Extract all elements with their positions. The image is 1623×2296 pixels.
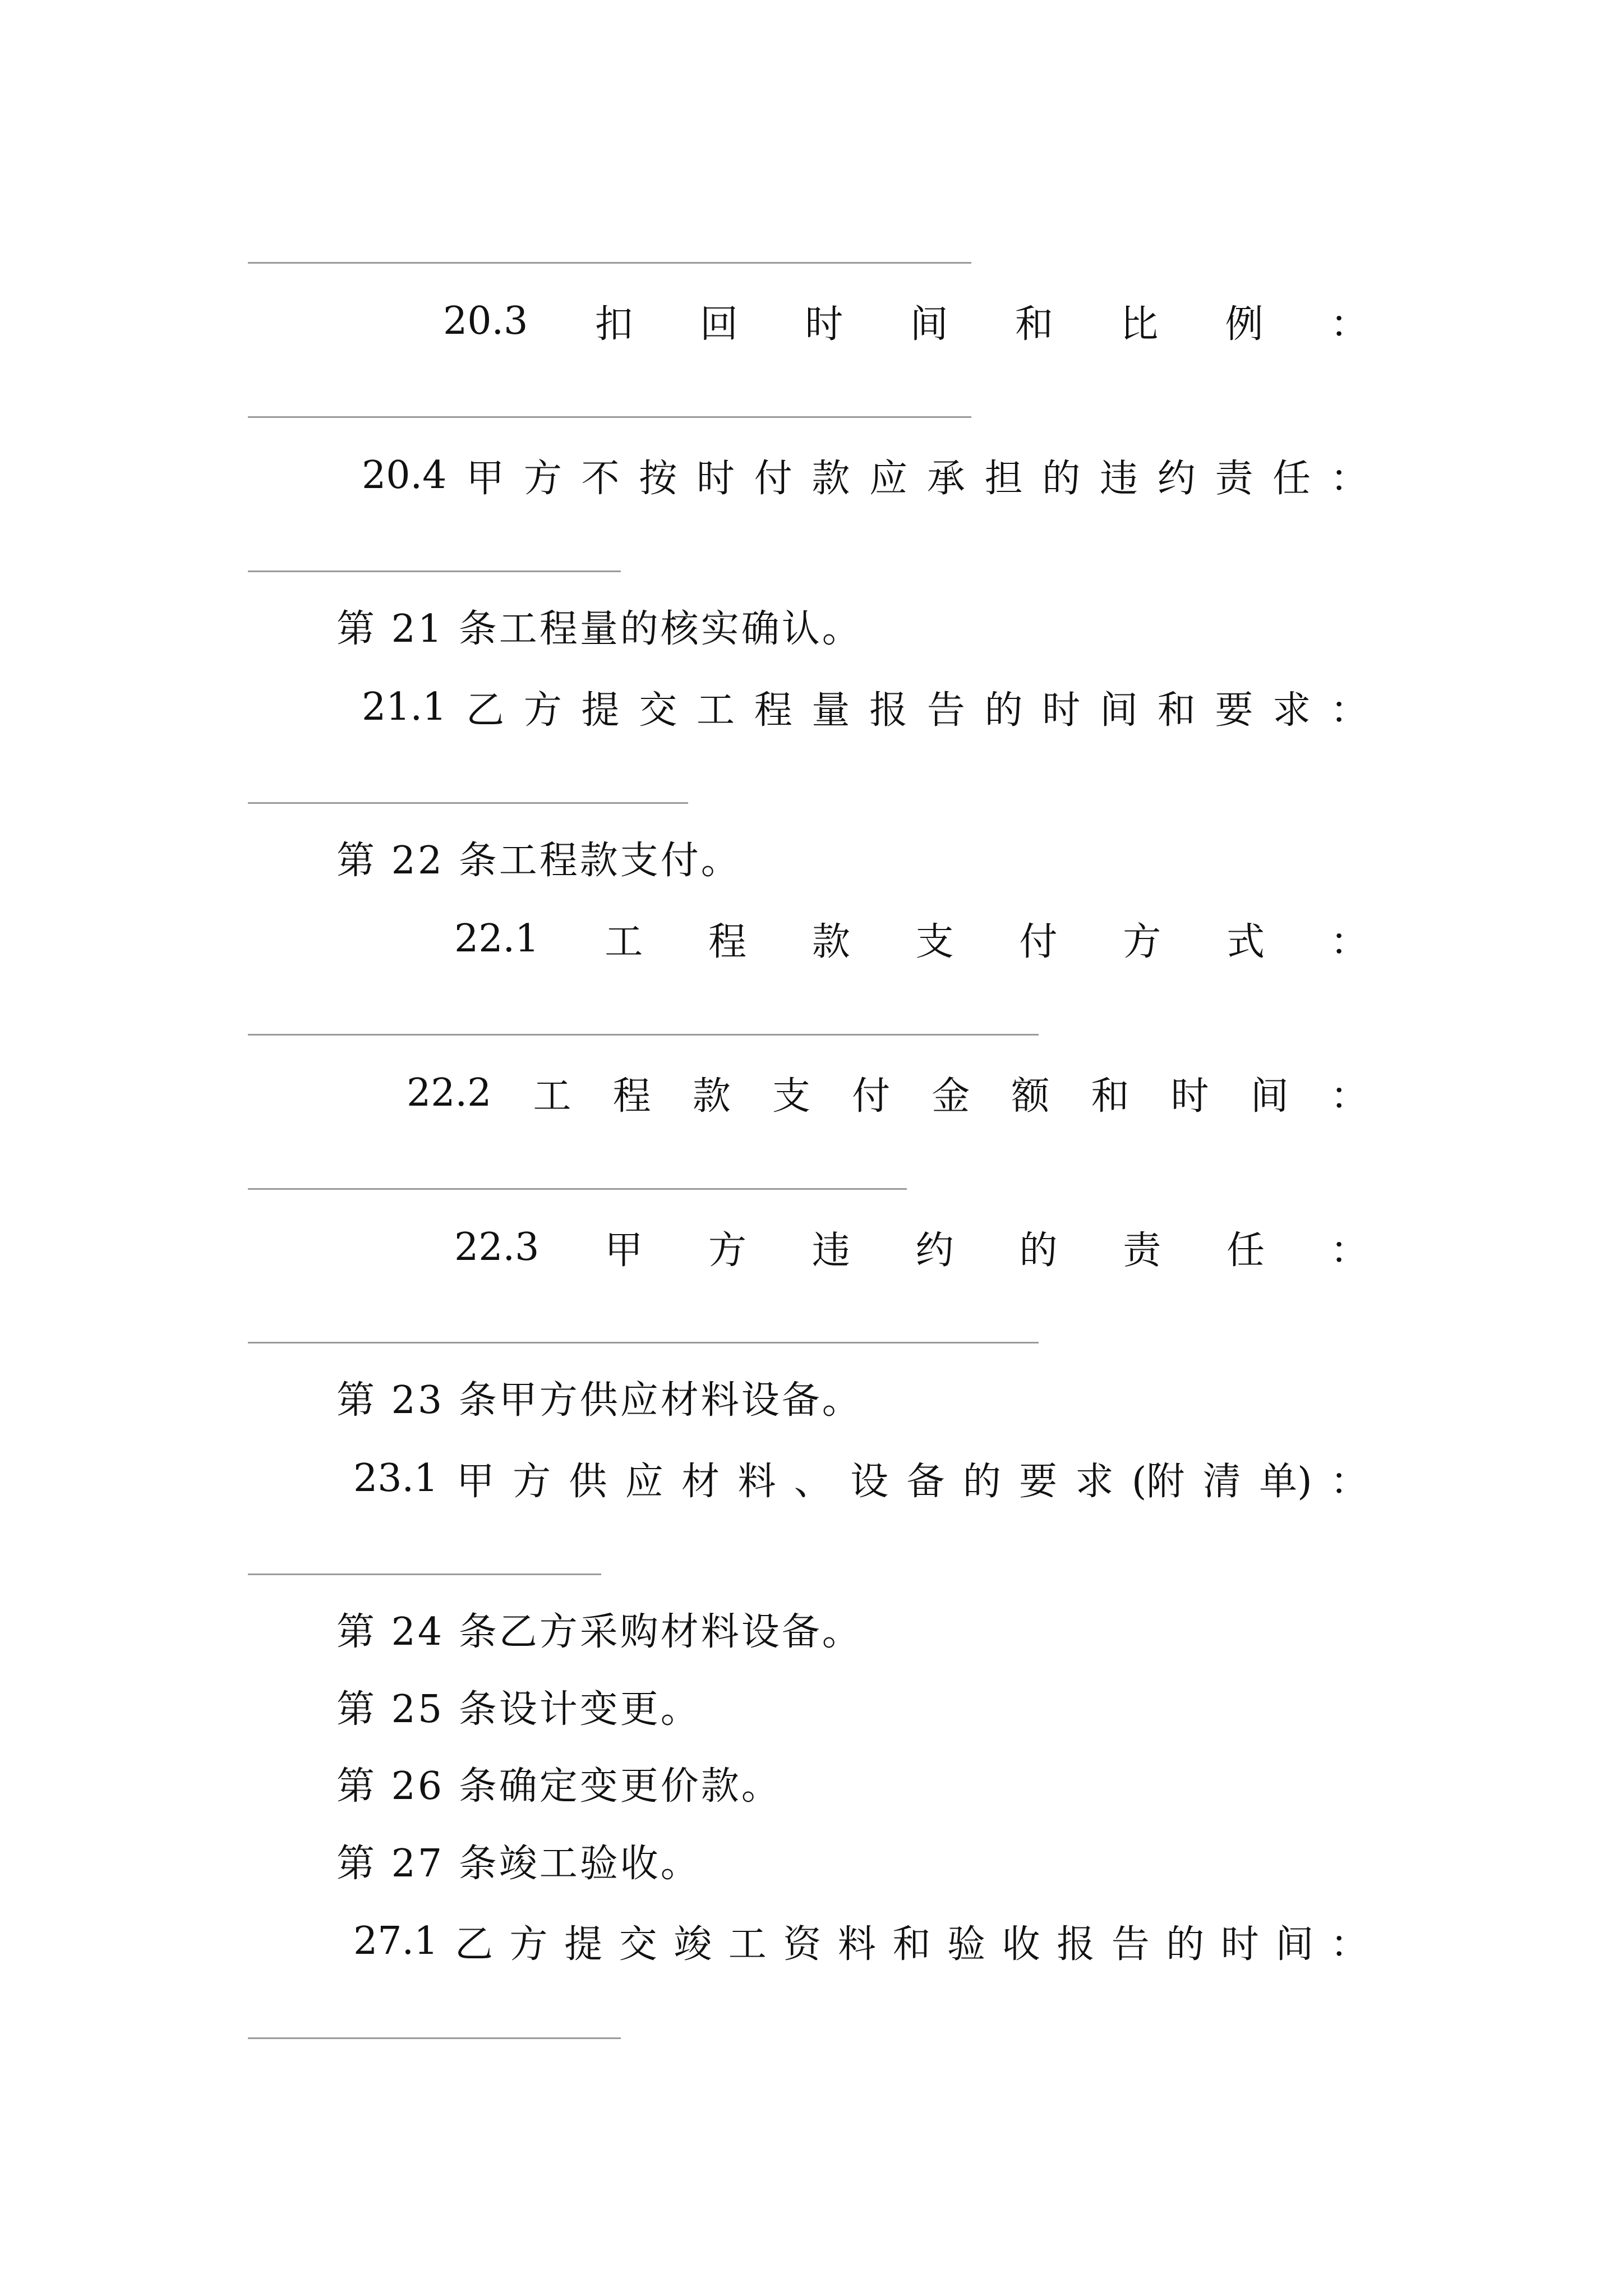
clause-char: 、 (794, 1459, 832, 1504)
clause-char: 求 (1075, 1459, 1114, 1504)
clause-char: 任 (1272, 456, 1311, 501)
clause-char: 单) (1259, 1459, 1312, 1504)
clause-char: 间 (1100, 688, 1138, 733)
clause-char: 告 (926, 688, 965, 733)
clause-char: 回 (700, 302, 739, 347)
article-24-heading: 第 24 条乙方采购材料设备。 (336, 1610, 863, 1654)
clause-char: 支 (915, 919, 954, 964)
clause-char: 交 (619, 1922, 657, 1967)
clause-char: 供 (569, 1459, 607, 1504)
clause-char: 工 (605, 919, 643, 964)
blank-line (248, 1034, 1039, 1036)
clause-char: 要 (1215, 688, 1253, 733)
clause-char: 甲 (456, 1459, 495, 1504)
clause-char: 时 (1220, 1922, 1259, 1967)
clause-char: 付 (754, 456, 792, 501)
clause-char: ： (1330, 688, 1368, 733)
clause-char: 设 (850, 1459, 889, 1504)
blank-line (248, 1573, 601, 1575)
clause-number: 27.1 (353, 1918, 439, 1963)
clause-char: 担 (984, 456, 1023, 501)
article-27-heading: 第 27 条竣工验收。 (336, 1842, 701, 1886)
clause-char: 方 (509, 1922, 548, 1967)
clause-char: 料 (737, 1459, 776, 1504)
clause-char: 和 (1091, 1074, 1129, 1119)
clause-char: 款 (811, 919, 850, 964)
clause-char: 约 (915, 1228, 954, 1273)
clause-char: 比 (1120, 302, 1159, 347)
blank-line (248, 262, 971, 264)
clause-char: 任 (1227, 1228, 1265, 1273)
blank-line (248, 1342, 1039, 1343)
clause-char: 和 (892, 1922, 931, 1967)
clause-number: 23.1 (353, 1456, 439, 1501)
clause-char: 金 (932, 1074, 970, 1119)
article-26-heading: 第 26 条确定变更价款。 (336, 1764, 782, 1809)
clause-char: 不 (581, 456, 620, 501)
clause-number: 20.4 (362, 453, 447, 498)
clause-number: 22.1 (454, 916, 540, 961)
clause-char: 时 (1042, 688, 1081, 733)
clause-char: 支 (772, 1074, 810, 1119)
clause-char: 甲 (605, 1228, 643, 1273)
clause-char: 扣 (594, 302, 633, 347)
article-21-heading: 第 21 条工程量的核实确认。 (336, 607, 863, 651)
clause-char: 甲 (466, 456, 505, 501)
blank-line (248, 1188, 907, 1190)
clause-char: 料 (837, 1922, 876, 1967)
clause-char: 程 (708, 919, 747, 964)
clause-27-1 (353, 1913, 1368, 1969)
clause-char: 责 (1123, 1228, 1161, 1273)
clause-char: 应 (869, 456, 908, 501)
clause-char: 乙 (466, 688, 505, 733)
clause-char: 乙 (454, 1922, 493, 1967)
clause-char: 承 (926, 456, 965, 501)
clause-char: 程 (754, 688, 792, 733)
clause-char: 的 (1019, 1228, 1058, 1273)
blank-line (248, 570, 621, 572)
clause-char: 竣 (674, 1922, 712, 1967)
clause-char: 方 (513, 1459, 551, 1504)
clause-char: 时 (1170, 1074, 1209, 1119)
clause-char: (附 (1131, 1459, 1185, 1504)
clause-char: 方 (708, 1228, 747, 1273)
clause-char: 的 (1042, 456, 1081, 501)
clause-char: ： (1330, 1922, 1368, 1967)
blank-line (248, 2037, 621, 2039)
clause-char: 间 (1275, 1922, 1314, 1967)
clause-char: 式 (1227, 919, 1265, 964)
clause-char: 方 (523, 456, 562, 501)
clause-number: 22.3 (454, 1225, 540, 1269)
clause-char: 工 (728, 1922, 767, 1967)
clause-20-3 (443, 293, 1368, 349)
clause-number: 21.1 (362, 684, 447, 729)
clause-char: 收 (1002, 1922, 1040, 1967)
clause-char: 的 (984, 688, 1023, 733)
clause-char: 违 (811, 1228, 850, 1273)
blank-line (248, 802, 688, 804)
clause-22-3 (454, 1219, 1368, 1275)
clause-char: 的 (1166, 1922, 1205, 1967)
clause-number: 22.2 (407, 1070, 492, 1115)
clause-char: 报 (1057, 1922, 1095, 1967)
clause-char: 例 (1225, 302, 1264, 347)
clause-22-2 (407, 1065, 1368, 1121)
clause-23-1 (353, 1450, 1368, 1506)
clause-char: 时 (805, 302, 843, 347)
clause-char: 工 (696, 688, 735, 733)
clause-char: 清 (1202, 1459, 1241, 1504)
clause-char: 提 (581, 688, 620, 733)
clause-char: 告 (1111, 1922, 1150, 1967)
clause-21-1 (362, 679, 1368, 735)
clause-char: ： (1330, 456, 1368, 501)
article-25-heading: 第 25 条设计变更。 (336, 1687, 701, 1732)
clause-char: 付 (1019, 919, 1058, 964)
clause-char: 和 (1015, 302, 1053, 347)
article-22-heading: 第 22 条工程款支付。 (336, 839, 741, 883)
clause-char: 工 (533, 1074, 571, 1119)
clause-22-1 (454, 910, 1368, 967)
clause-char: 材 (681, 1459, 720, 1504)
clause-char: 验 (947, 1922, 986, 1967)
clause-char: 款 (811, 456, 850, 501)
clause-char: 的 (962, 1459, 1001, 1504)
clause-char: ： (1330, 302, 1368, 347)
clause-char: 额 (1011, 1074, 1050, 1119)
clause-char: 备 (906, 1459, 945, 1504)
clause-char: 责 (1215, 456, 1253, 501)
clause-char: 时 (696, 456, 735, 501)
clause-char: 约 (1157, 456, 1196, 501)
clause-char: 提 (564, 1922, 603, 1967)
clause-char: 违 (1100, 456, 1138, 501)
clause-char: 款 (692, 1074, 731, 1119)
clause-char: 按 (639, 456, 677, 501)
clause-char: 资 (783, 1922, 822, 1967)
clause-char: 程 (612, 1074, 651, 1119)
clause-char: 方 (1123, 919, 1161, 964)
clause-char: 量 (811, 688, 850, 733)
clause-number: 20.3 (443, 298, 528, 343)
article-23-heading: 第 23 条甲方供应材料设备。 (336, 1378, 863, 1423)
clause-20-4 (362, 447, 1368, 503)
clause-char: 交 (639, 688, 677, 733)
blank-line (248, 416, 971, 418)
clause-char: 报 (869, 688, 908, 733)
clause-char: ： (1330, 1228, 1368, 1273)
clause-char: 付 (852, 1074, 891, 1119)
clause-char: ： (1330, 919, 1368, 964)
clause-char: 方 (523, 688, 562, 733)
clause-char: 应 (625, 1459, 663, 1504)
clause-char: 间 (1250, 1074, 1289, 1119)
clause-char: 和 (1157, 688, 1196, 733)
clause-char: 要 (1019, 1459, 1058, 1504)
clause-char: 间 (910, 302, 948, 347)
clause-char: 求 (1272, 688, 1311, 733)
clause-char: ： (1330, 1074, 1368, 1119)
clause-char: ： (1330, 1459, 1368, 1504)
